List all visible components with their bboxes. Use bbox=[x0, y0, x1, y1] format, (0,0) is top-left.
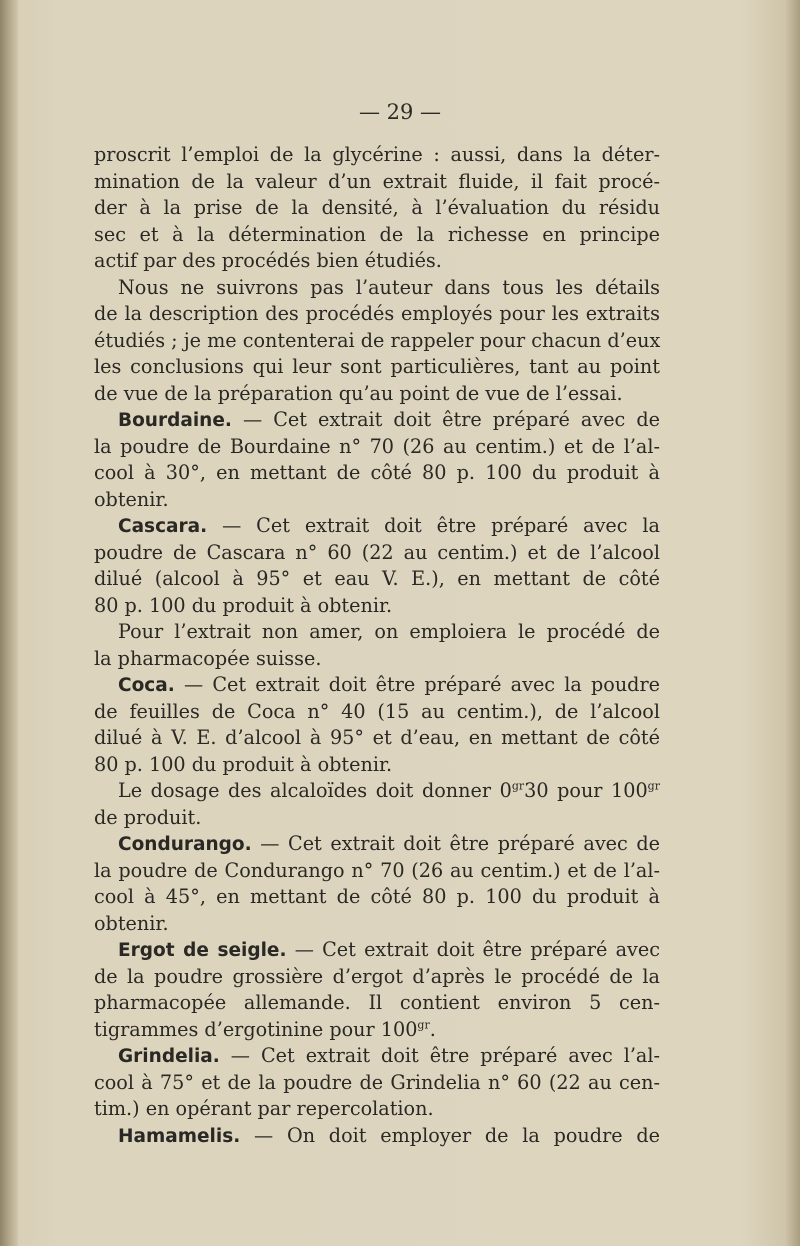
text-line: la poudre de Condurango n° 70 (26 au centim.) et de l’al- bbox=[94, 858, 660, 882]
entry-heading: Cascara. bbox=[118, 516, 208, 537]
text-line: pharmacopée allemande. Il contient environ 5 cen- bbox=[94, 991, 660, 1014]
text-line: sec et à la détermination de la richesse en principe bbox=[94, 222, 660, 246]
text-line: Cascara. — Cet extrait doit être préparé avec la bbox=[118, 514, 660, 537]
text-line: Nous ne suivrons pas l’auteur dans tous les détails bbox=[118, 275, 660, 299]
text-line: cool à 75° et de la poudre de Grindelia n° 60 (22 au cen- bbox=[94, 1070, 660, 1094]
entry-heading: Ergot de seigle. bbox=[118, 940, 287, 961]
text-line: proscrit l’emploi de la glycérine : aussi, dans la déter- bbox=[94, 143, 660, 166]
text-line: de la description des procédés employés pour les extraits bbox=[94, 302, 660, 325]
text-line: de vue de la préparation qu’au point de vue de l’essai. bbox=[94, 381, 623, 405]
body-text bbox=[94, 142, 660, 1149]
text-line: de produit. bbox=[94, 805, 202, 829]
entry-heading: Condurango. bbox=[118, 834, 252, 855]
unit-superscript: gr bbox=[511, 779, 525, 793]
text-line: de la poudre grossière d’ergot d’après le procédé de la bbox=[94, 964, 660, 988]
text-line: dilué (alcool à 95° et eau V. E.), en mettant de côté bbox=[94, 567, 660, 590]
text-line: mination de la valeur d’un extrait fluide, il fait procé- bbox=[94, 169, 660, 193]
text-line: de feuilles de Coca n° 40 (15 au centim.), de l’alcool bbox=[94, 699, 660, 723]
text-line: tigrammes d’ergotinine pour $100^{gr}$. bbox=[94, 1017, 436, 1041]
text-line: Bourdaine. — Cet extrait doit être préparé avec de bbox=[118, 408, 660, 431]
text-line: actif par des procédés bien étudiés. bbox=[94, 249, 442, 272]
entry-heading: Bourdaine. bbox=[118, 410, 232, 431]
text-line: cool à 30°, en mettant de côté 80 p. 100 du produit à bbox=[94, 461, 660, 484]
text-line: la pharmacopée suisse. bbox=[94, 646, 322, 670]
text-line: der à la prise de la densité, à l’évaluation du résidu bbox=[94, 196, 660, 219]
unit-superscript: gr bbox=[417, 1018, 430, 1032]
text-line: tim.) en opérant par repercolation. bbox=[94, 1097, 434, 1120]
text-line: Ergot de seigle. — Cet extrait doit être préparé avec bbox=[118, 938, 660, 961]
text-line: Le dosage des alcaloïdes doit donner $0^{gr}30$ pour $100^{gr}$ bbox=[118, 779, 660, 802]
text-line: 80 p. 100 du produit à obtenir. bbox=[94, 593, 393, 617]
text-line: obtenir. bbox=[94, 487, 169, 511]
text-line: Condurango. — Cet extrait doit être préparé avec de bbox=[118, 832, 660, 855]
text-line: Grindelia. — Cet extrait doit être préparé avec l’al- bbox=[118, 1044, 660, 1067]
binding-gutter bbox=[0, 0, 18, 1246]
text-line: Pour l’extrait non amer, on emploiera le procédé de bbox=[118, 620, 660, 643]
text-line: la poudre de Bourdaine n° 70 (26 au centim.) et de l’al- bbox=[94, 434, 660, 458]
text-line: Coca. — Cet extrait doit être préparé avec la poudre bbox=[118, 673, 660, 696]
text-line: Hamamelis. — On doit employer de la poudre de bbox=[118, 1123, 660, 1147]
entry-heading: Grindelia. bbox=[118, 1046, 220, 1067]
text-line: étudiés ; je me contenterai de rappeler pour chacun d’eux bbox=[94, 328, 661, 352]
text-line: cool à 45°, en mettant de côté 80 p. 100 du produit à bbox=[94, 885, 660, 908]
text-line: obtenir. bbox=[94, 911, 169, 935]
page-number: — 29 — bbox=[358, 100, 442, 124]
text-line: les conclusions qui leur sont particulières, tant au point bbox=[94, 355, 660, 378]
text-line: dilué à V. E. d’alcool à 95° et d’eau, en mettant de côté bbox=[94, 726, 660, 749]
text-line: poudre de Cascara n° 60 (22 au centim.) et de l’alcool bbox=[94, 540, 660, 564]
unit-superscript: gr bbox=[647, 779, 660, 793]
text-line: 80 p. 100 du produit à obtenir. bbox=[94, 752, 393, 776]
entry-heading: Hamamelis. bbox=[118, 1125, 241, 1147]
entry-heading: Coca. bbox=[118, 675, 175, 696]
